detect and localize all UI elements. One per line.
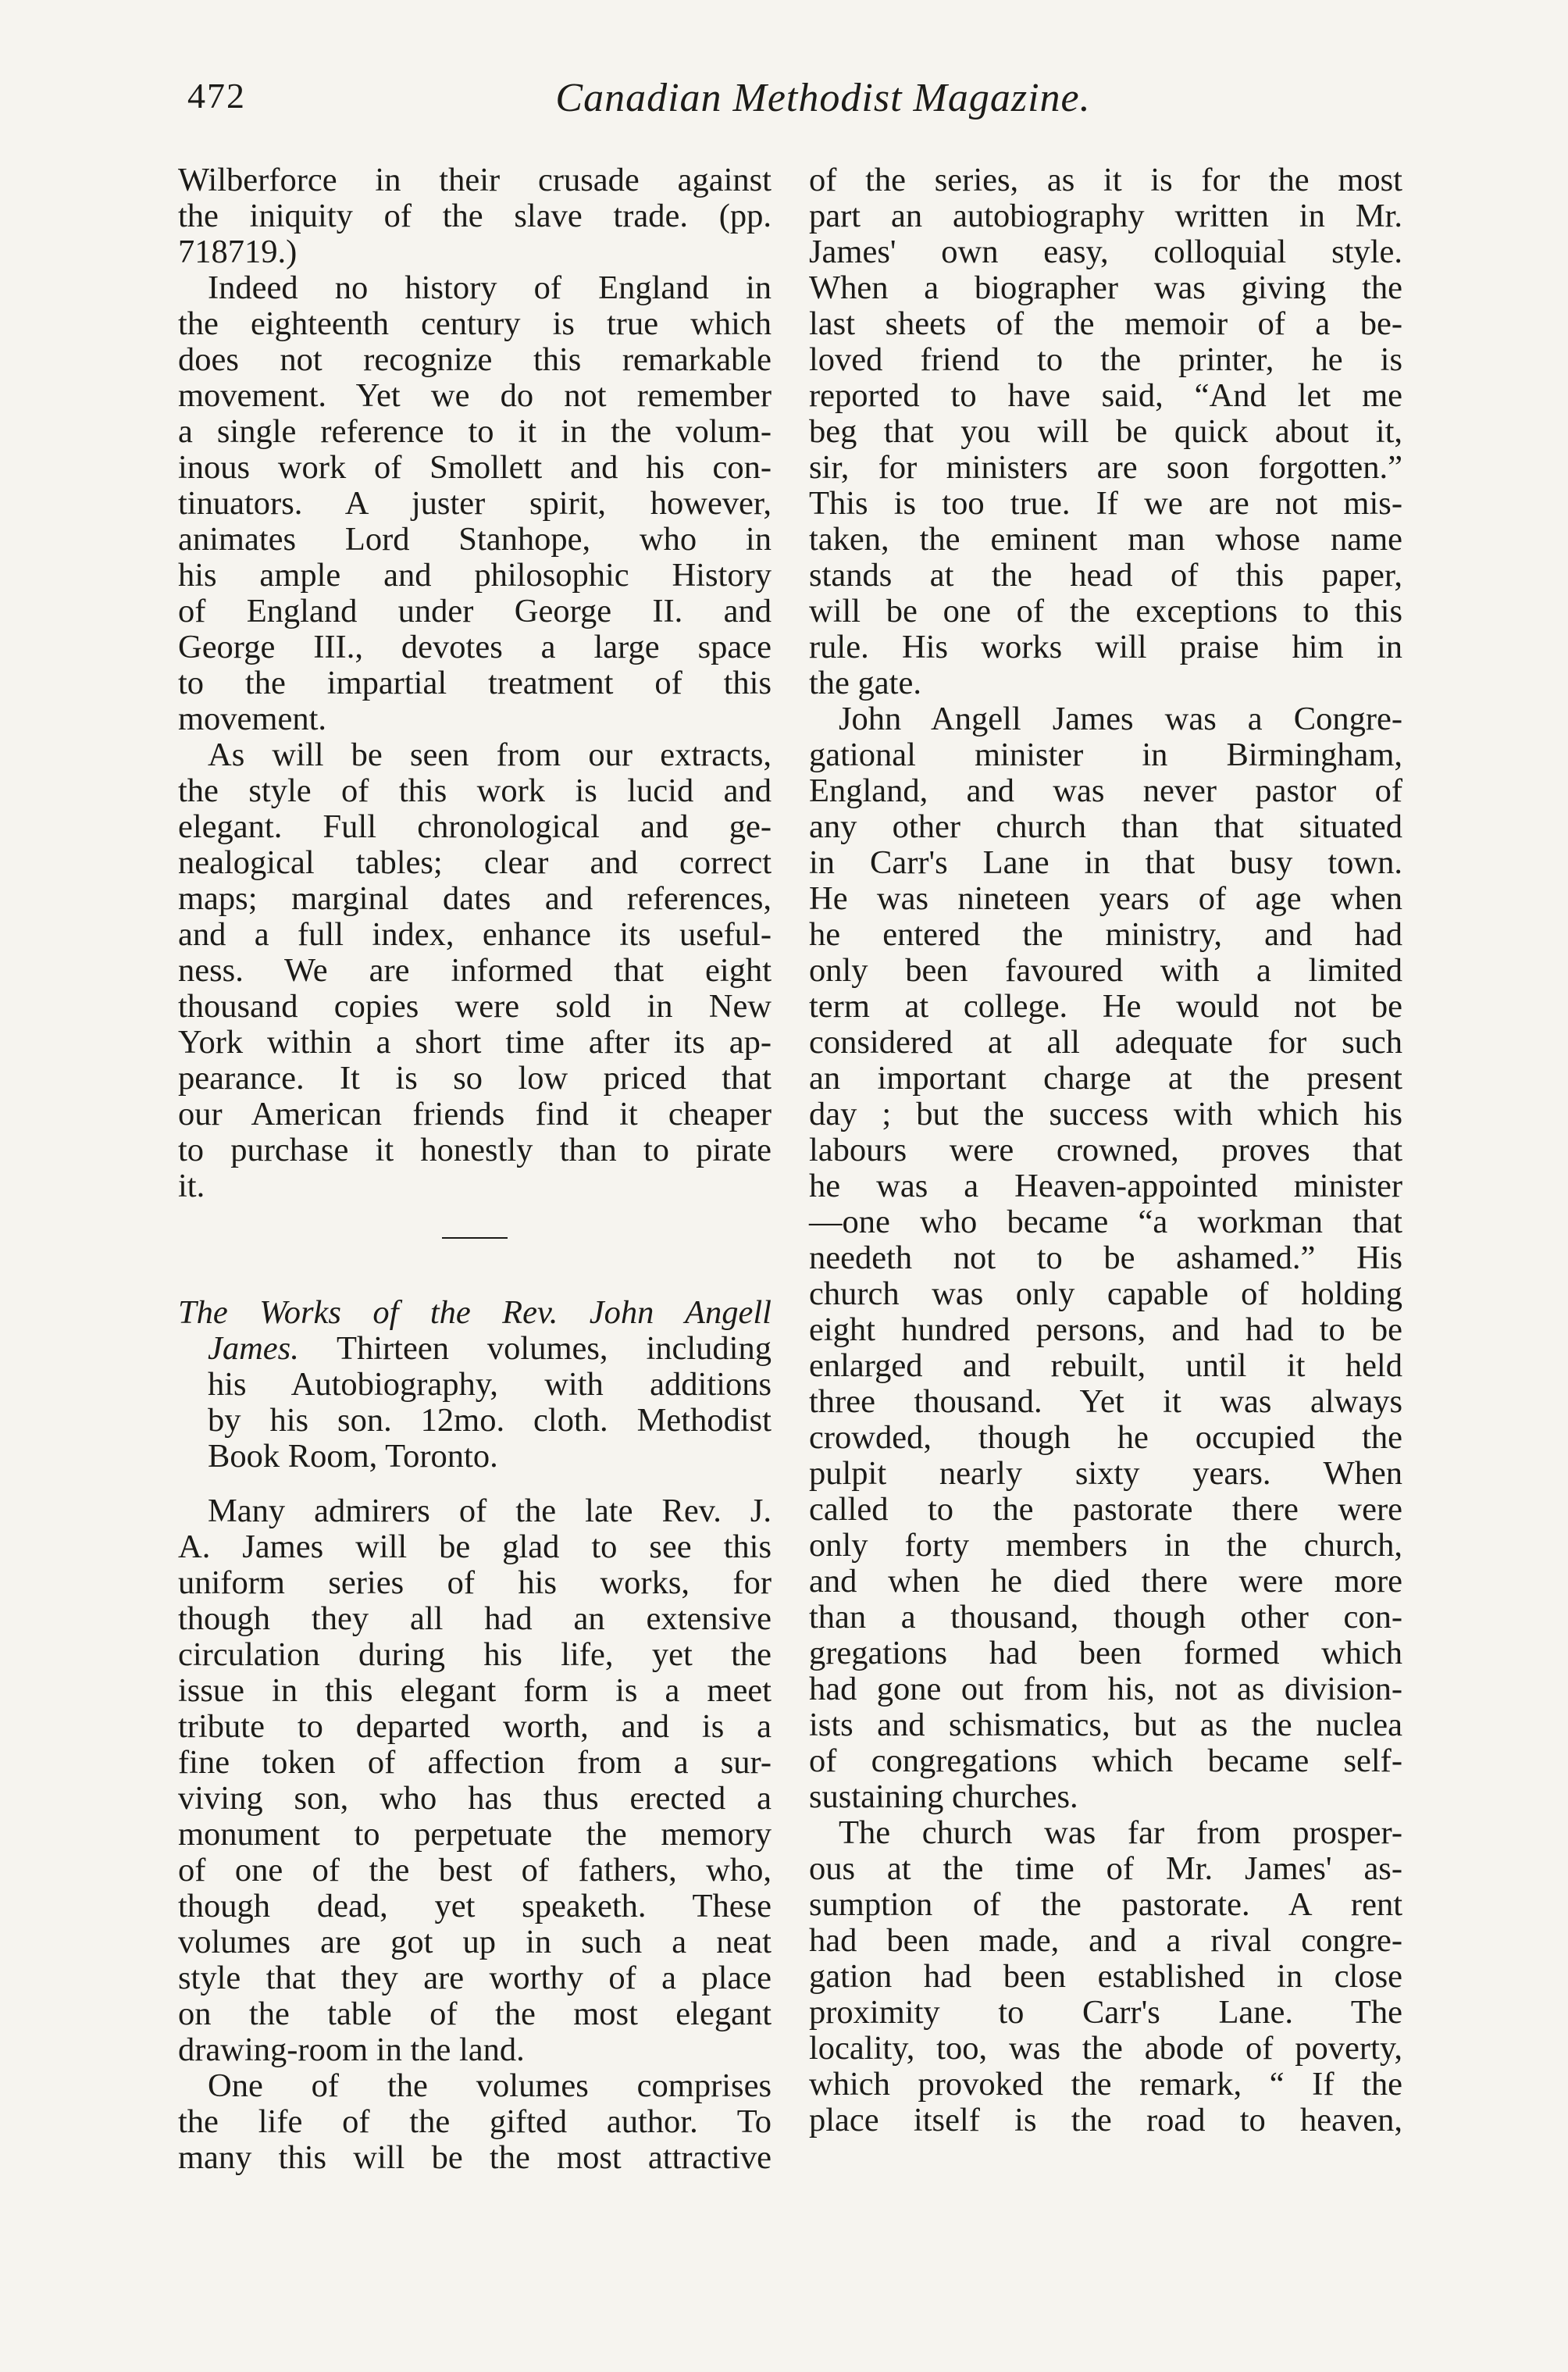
text-line: maps; marginal dates and references, [178,880,772,917]
text-line: a single reference to it in the volum- [178,413,772,450]
paragraph [178,162,772,270]
section-divider [442,1237,508,1239]
text-line: part an autobiography written in Mr. [809,198,1402,234]
text-line: though they all had an extensive [178,1600,772,1637]
review-title-author: James. [208,1330,299,1367]
text-line: than a thousand, though other con- [809,1599,1402,1635]
text-line: locality, too, was the abode of poverty, [809,2030,1402,2067]
review-details-line: Book Room, Toronto. [208,1438,498,1475]
text-line: taken, the eminent man whose name [809,521,1402,558]
text-line: ness. We are informed that eight [178,952,772,989]
text-line: needeth not to be ashamed.” His [809,1240,1402,1276]
paragraph [178,1493,772,2068]
text-line: tinuators. A juster spirit, however, [178,485,772,522]
text-line: movement. Yet we do not remember [178,377,772,414]
text-line: considered at all adequate for such [809,1024,1402,1061]
text-line: inous work of Smollett and his con- [178,449,772,486]
paragraph [178,270,772,737]
text-line: called to the pastorate there were [809,1491,1402,1528]
text-line: rule. His works will praise him in [809,629,1402,665]
text-line: England, and was never pastor of [809,772,1402,809]
text-line: gation had been established in close [809,1958,1402,1995]
text-line: sumption of the pastorate. A rent [809,1886,1402,1923]
text-line: circulation during his life, yet the [178,1636,772,1673]
text-line: He was nineteen years of age when [809,880,1402,917]
text-line: fine token of affection from a sur- [178,1744,772,1781]
text-line: uniform series of his works, for [178,1564,772,1601]
running-title: Canadian Methodist Magazine. [555,76,1091,120]
text-line: John Angell James was a Congre- [839,701,1402,737]
text-line: only forty members in the church, [809,1527,1402,1564]
text-line: movement. [178,701,327,737]
text-line: volumes are got up in such a neat [178,1924,772,1960]
text-line: viving son, who has thus erected a [178,1780,772,1817]
text-line: ous at the time of Mr. James' as- [809,1850,1402,1887]
text-line: pulpit nearly sixty years. When [809,1455,1402,1492]
text-line: style that they are worthy of a place [178,1960,772,1996]
page-header [178,75,1468,130]
text-line: monument to perpetuate the memory [178,1816,772,1853]
text-line: an important charge at the present [809,1060,1402,1097]
text-line: to purchase it honestly than to pirate [178,1132,772,1168]
text-line: and a full index, enhance its useful- [178,916,772,953]
text-line: does not recognize this remarkable [178,341,772,378]
text-line: elegant. Full chronological and ge- [178,808,772,845]
text-line: to the impartial treatment of this [178,665,772,701]
text-line: only been favoured with a limited [809,952,1402,989]
text-line: Indeed no history of England in [208,269,772,306]
text-line: church was only capable of holding [809,1275,1402,1312]
text-line: proximity to Carr's Lane. The [809,1994,1402,2031]
text-line: George III., devotes a large space [178,629,772,665]
text-line: thousand copies were sold in New [178,988,772,1025]
text-line: enlarged and rebuilt, until it held [809,1347,1402,1384]
review-details-line: by his son. 12mo. cloth. Methodist [208,1402,772,1439]
text-line: in Carr's Lane in that busy town. [809,844,1402,881]
text-line: place itself is the road to heaven, [809,2102,1402,2138]
text-line: —one who became “a workman that [809,1204,1402,1240]
text-line: of the series, as it is for the most [809,162,1402,198]
text-line: This is too true. If we are not mis- [809,485,1402,522]
page-number: 472 [187,76,246,116]
text-line: of one of the best of fathers, who, [178,1852,772,1889]
text-line: it. [178,1168,205,1204]
text-line: sustaining churches. [809,1778,1078,1815]
text-line: he entered the ministry, and had [809,916,1402,953]
right-column [809,162,1402,2138]
text-line: loved friend to the printer, he is [809,341,1402,378]
text-line: sir, for ministers are soon forgotten.” [809,449,1402,486]
review-title-line [178,1331,772,1367]
paragraph [178,737,772,1204]
text-line: day ; but the success with which his [809,1096,1402,1132]
review-title-line: The Works of the Rev. John Angell [178,1294,772,1331]
text-line: had gone out from his, not as division- [809,1671,1402,1707]
text-line: eight hundred persons, and had to be [809,1311,1402,1348]
text-line: had been made, and a rival congre- [809,1922,1402,1959]
text-line: his ample and philosophic History [178,557,772,594]
text-line: last sheets of the memoir of a be- [809,305,1402,342]
text-line: stands at the head of this paper, [809,557,1402,594]
text-line: beg that you will be quick about it, [809,413,1402,450]
text-line: he was a Heaven-appointed minister [809,1168,1402,1204]
paragraph [178,2068,772,2176]
text-line: Wilberforce in their crusade against [178,162,772,198]
text-line: the eighteenth century is true which [178,305,772,342]
text-line: on the table of the most elegant [178,1996,772,2032]
text-line: three thousand. Yet it was always [809,1383,1402,1420]
text-line: drawing-room in the land. [178,2031,525,2068]
text-line: the style of this work is lucid and [178,772,772,809]
text-line: ists and schismatics, but as the nuclea [809,1707,1402,1743]
text-line: 718719.) [178,234,298,270]
text-line: When a biographer was giving the [809,269,1402,306]
text-line: will be one of the exceptions to this [809,593,1402,630]
text-line: pearance. It is so low priced that [178,1060,772,1097]
text-line: nealogical tables; clear and correct [178,844,772,881]
text-line: animates Lord Stanhope, who in [178,521,772,558]
text-line: of England under George II. and [178,593,772,630]
review-heading [178,1295,772,1475]
paragraph [809,701,1402,1815]
text-line: tribute to departed worth, and is a [178,1708,772,1745]
left-column [178,162,772,2176]
paragraph [809,162,1402,701]
text-line: James' own easy, colloquial style. [809,234,1402,270]
text-line: and when he died there were more [809,1563,1402,1600]
text-line: the iniquity of the slave trade. (pp. [178,198,772,234]
text-line: though dead, yet speaketh. These [178,1888,772,1924]
text-line: term at college. He would not be [809,988,1402,1025]
review-details-line: his Autobiography, with additions [208,1366,772,1403]
text-line: As will be seen from our extracts, [208,737,772,773]
paragraph [809,1815,1402,2138]
text-line: many this will be the most attractive [178,2139,772,2176]
text-line: crowded, though he occupied the [809,1419,1402,1456]
text-line: our American friends find it cheaper [178,1096,772,1132]
text-line: Many admirers of the late Rev. J. [208,1493,772,1529]
text-line: gational minister in Birmingham, [809,737,1402,773]
text-line: of congregations which became self- [809,1742,1402,1779]
text-line: the gate. [809,665,921,701]
review-details: Thirteen volumes, including [298,1330,772,1367]
text-line: The church was far from prosper- [839,1814,1402,1851]
text-line: gregations had been formed which [809,1635,1402,1671]
text-line: any other church than that situated [809,808,1402,845]
text-line: labours were crowned, proves that [809,1132,1402,1168]
text-line: reported to have said, “And let me [809,377,1402,414]
text-line: the life of the gifted author. To [178,2103,772,2140]
text-line: York within a short time after its ap- [178,1024,772,1061]
text-line: which provoked the remark, “ If the [809,2066,1402,2103]
text-line: One of the volumes comprises [208,2067,772,2104]
text-line: A. James will be glad to see this [178,1528,772,1565]
text-line: issue in this elegant form is a meet [178,1672,772,1709]
